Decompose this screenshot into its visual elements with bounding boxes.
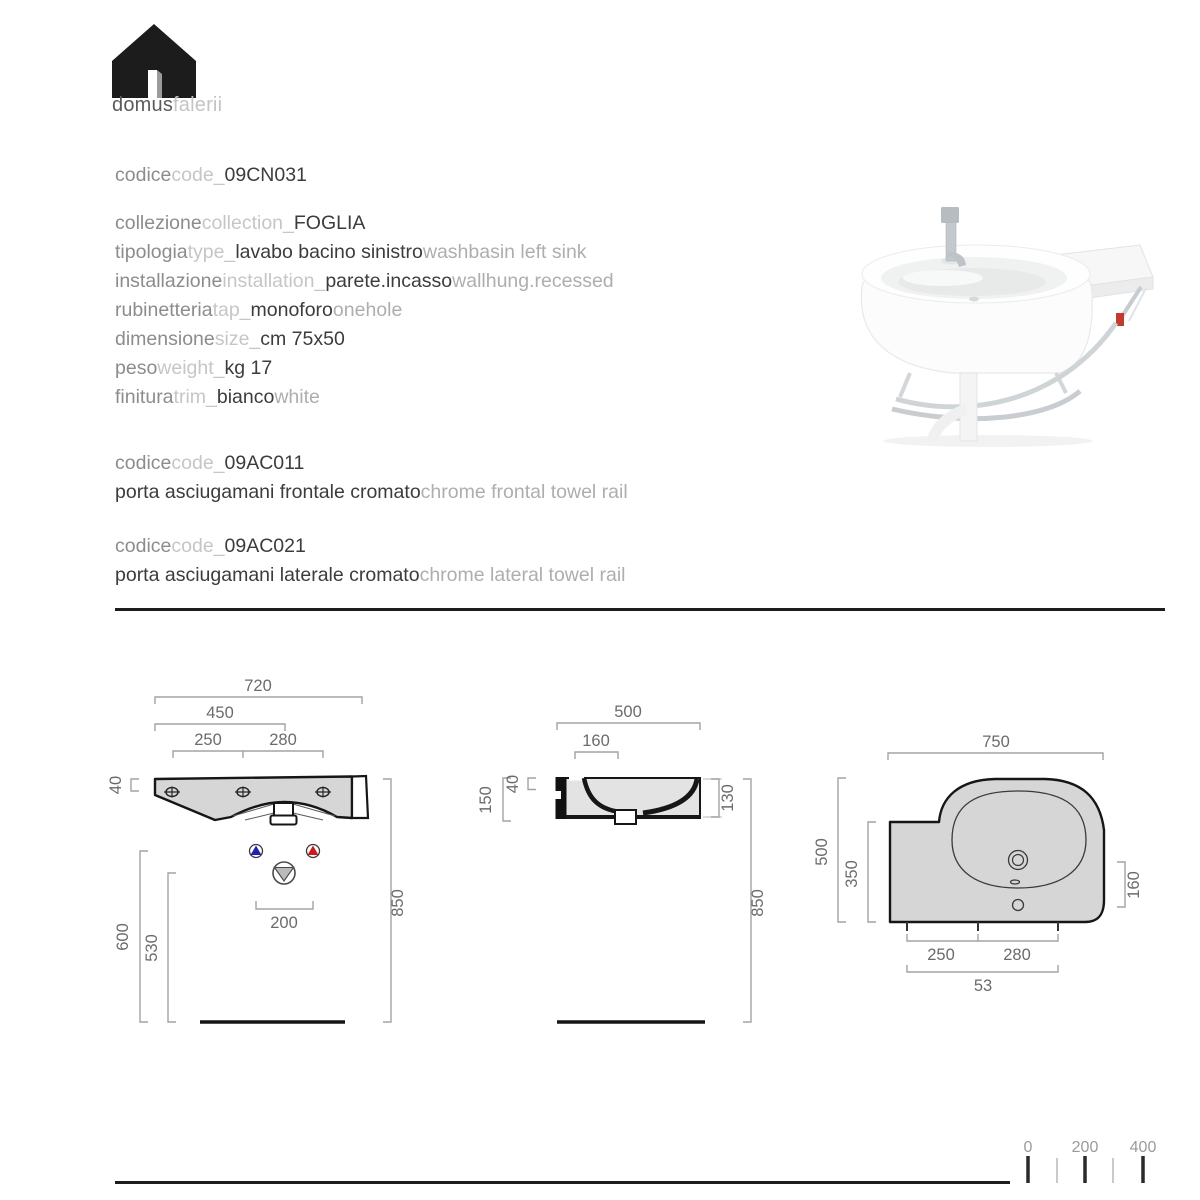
dim-label-40: 40 (107, 775, 125, 795)
spec-value: kg 17 (224, 357, 273, 379)
plan-view-drawing (810, 695, 1180, 1025)
dim-label-40: 40 (504, 774, 522, 794)
hot-water-icon (307, 845, 320, 858)
spec-label-it: rubinetteria (115, 299, 213, 321)
spec-label-en: collection_ (201, 212, 294, 234)
photo-shadow (883, 435, 1093, 447)
dim-label-500: 500 (813, 838, 831, 866)
dim-label-280: 280 (1003, 946, 1031, 964)
spec-row-dimensione (115, 328, 345, 351)
side-view-drain-box (615, 810, 636, 824)
cold-water-icon (250, 845, 263, 858)
dim-label-720: 720 (244, 677, 272, 695)
front-view-drawing (100, 655, 420, 1050)
spec-value: parete.incasso (325, 270, 453, 292)
dim-line-350 (868, 822, 876, 922)
spec-value: cm 75x50 (260, 328, 345, 350)
dim-line-200 (256, 901, 313, 909)
spec-label-en: tap_ (212, 299, 251, 321)
code-label-it: codice (115, 452, 172, 474)
spec-value: lavabo bacino sinistro (235, 241, 423, 263)
code-label-it: codice (115, 535, 172, 557)
product-code-row (115, 164, 307, 187)
dim-label-150: 150 (477, 786, 495, 814)
dim-line-40 (131, 779, 139, 791)
ruler-label-400: 400 (1129, 1139, 1157, 1156)
front-view-drain-flange (271, 816, 297, 825)
accessory2-code-row (115, 535, 306, 558)
brand-logo-text (112, 94, 222, 117)
spec-row-peso (115, 357, 272, 380)
spec-row-collezione (115, 212, 365, 235)
ruler-label-0: 0 (1023, 1139, 1033, 1156)
spec-row-rubinetteria (115, 299, 402, 322)
dim-line-160 (575, 752, 618, 759)
dim-label-350: 350 (843, 860, 861, 888)
spec-label-en: weight_ (157, 357, 225, 379)
accessory1-code-row (115, 452, 304, 475)
plan-view-bottom-ticks (907, 922, 1058, 931)
accessory-code-value: 09AC021 (224, 535, 306, 557)
accessory2-desc-row (115, 564, 626, 587)
product-code-value: 09CN031 (224, 164, 307, 186)
dim-label-530: 530 (143, 934, 161, 962)
drain-outlet-icon (273, 862, 295, 884)
accessory-desc-it: porta asciugamani laterale cromato (115, 564, 420, 586)
dim-label-160: 160 (582, 732, 610, 750)
spec-value-en: wallhung.recessed (452, 270, 614, 292)
dim-line-250-280 (907, 934, 1058, 941)
spec-label-it: collezione (115, 212, 202, 234)
dim-label-250: 250 (194, 731, 222, 749)
dim-label-850: 850 (749, 889, 767, 917)
accessory-code-value: 09AC011 (224, 452, 305, 474)
dim-label-200: 200 (270, 914, 298, 932)
dim-line-40 (528, 778, 536, 790)
code-label-en: code_ (171, 164, 225, 186)
scale-ruler (1010, 1135, 1170, 1195)
spec-label-en: trim_ (173, 386, 217, 408)
accessory1-desc-row (115, 481, 628, 504)
accessory-desc-it: porta asciugamani frontale cromato (115, 481, 421, 503)
dim-label-160: 160 (1125, 871, 1143, 899)
side-view-drawing (460, 655, 780, 1050)
dim-line-130 (711, 779, 719, 817)
dim-line-500 (557, 723, 700, 730)
spec-row-tipologia (115, 241, 587, 264)
photo-basin (861, 245, 1092, 373)
dim-line-750 (888, 753, 1103, 760)
dim-label-600: 600 (114, 923, 132, 951)
section-divider-line (115, 608, 1165, 611)
spec-row-finitura (115, 386, 320, 409)
spec-label-it: finitura (115, 386, 174, 408)
dim-line-500 (838, 778, 846, 922)
code-label-en: code_ (171, 535, 225, 557)
spec-value: monoforo (250, 299, 333, 321)
dim-label-53: 53 (973, 977, 993, 995)
dim-label-130: 130 (719, 784, 737, 812)
photo-overflow-hole (969, 297, 979, 302)
plan-view-basin (890, 779, 1104, 931)
dim-line-250-280 (173, 751, 323, 758)
side-view-tap-hole (569, 775, 584, 781)
spec-label-en: size_ (214, 328, 261, 350)
spec-value-en: onehole (332, 299, 403, 321)
dim-label-850: 850 (389, 889, 407, 917)
spec-label-it: peso (115, 357, 158, 379)
dim-label-250: 250 (927, 946, 955, 964)
ruler-label-200: 200 (1071, 1139, 1099, 1156)
spec-value: bianco (216, 386, 275, 408)
spec-row-installazione (115, 270, 614, 293)
dim-line-450 (155, 724, 285, 731)
spec-value-en: white (274, 386, 320, 408)
code-label-en: code_ (171, 452, 225, 474)
product-photo (848, 195, 1168, 450)
brand-name-secondary: falerii (173, 94, 223, 116)
dim-line-160 (1117, 862, 1125, 907)
ruler-major-ticks (1028, 1156, 1143, 1183)
accessory-desc-en: chrome frontal towel rail (420, 481, 628, 503)
spec-label-it: tipologia (115, 241, 188, 263)
brand-logo-house-icon (112, 24, 200, 100)
brand-name-primary: domus (112, 94, 174, 116)
spec-value-en: washbasin left sink (422, 241, 587, 263)
side-view-section (555, 775, 700, 825)
dim-line-53 (907, 965, 1058, 972)
spec-label-it: installazione (115, 270, 223, 292)
code-label-it: codice (115, 164, 172, 186)
dim-line-530 (168, 873, 176, 1022)
spec-value: FOGLIA (293, 212, 366, 234)
accessory-desc-en: chrome lateral towel rail (419, 564, 626, 586)
spec-label-it: dimensione (115, 328, 215, 350)
spec-label-en: type_ (187, 241, 236, 263)
dim-label-450: 450 (206, 704, 234, 722)
front-view-basin (155, 776, 368, 825)
spec-label-en: installation_ (222, 270, 326, 292)
front-view-right-strip (352, 776, 368, 818)
dim-label-500: 500 (614, 703, 642, 721)
footer-line (115, 1181, 1010, 1184)
dim-label-280: 280 (269, 731, 297, 749)
dim-line-720 (155, 697, 362, 704)
dim-label-750: 750 (982, 733, 1010, 751)
